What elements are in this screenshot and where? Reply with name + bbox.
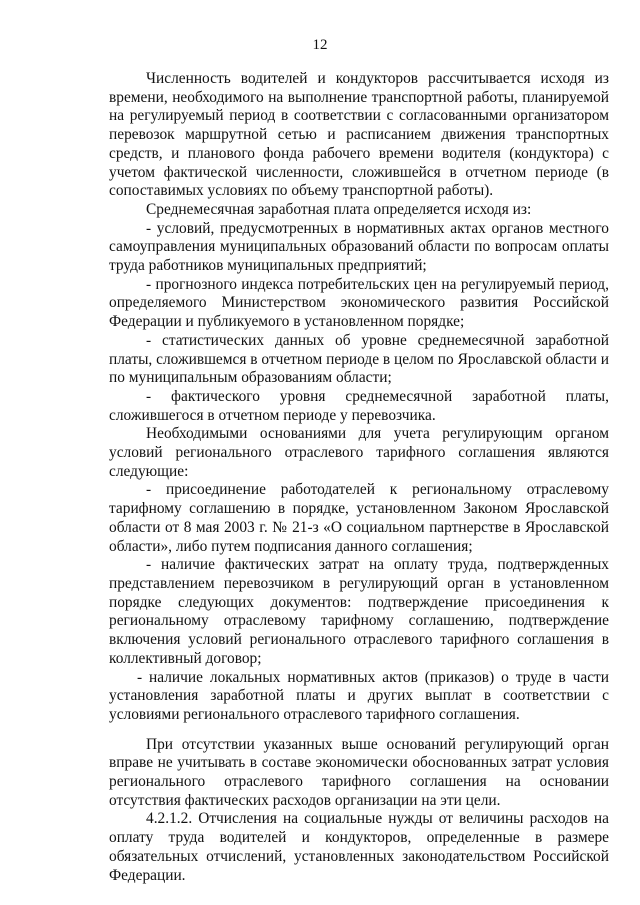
paragraph-no-grounds: При отсутствии указанных выше оснований регулирующий орган вправе не учитывать в составе экономически обоснованных затрат условия регионального отраслевого тарифного соглашения на основании отсутствия фактических расходов организации на эти цели. xyxy=(109,735,609,809)
list-item-statistics: - статистических данных об уровне среднемесячной заработной платы, сложившемся в отчетном периоде в целом по Ярославской области и по муниципальным образованиям области; xyxy=(109,331,609,387)
list-item-price-index: - прогнозного индекса потребительских цен на регулируемый период, определяемого Министерством экономического развития Российской Федерации и публикуемого в установленном порядке; xyxy=(109,275,609,331)
list-item-local-acts: - наличие локальных нормативных актов (приказов) о труде в части установления заработной платы и других выплат в соответствии с условиями регионального отраслевого тарифного соглашения. xyxy=(109,668,609,723)
paragraph-grounds-intro: Необходимыми основаниями для учета регулирующим органом условий регионального отраслевого тарифного соглашения являются следующие: xyxy=(109,425,609,480)
list-item-accession: - присоединение работодателей к региональному отраслевому тарифному соглашению в порядке, установленном Законом Ярославской области от 8 мая 2003 г. № 21-з «О социальном партнерстве в Ярославской области», либо путем подписания данного соглашения; xyxy=(109,481,609,555)
list-item-municipal-acts: - условий, предусмотренных в нормативных актах органов местного самоуправления муниципальных образований области по вопросам оплаты труда работников муниципальных предприятий; xyxy=(109,219,609,275)
list-item-actual-salary: - фактического уровня среднемесячной заработной платы, сложившегося в отчетном периоде у перевозчика. xyxy=(109,387,609,424)
paragraph-salary-intro: Среднемесячная заработная плата определяется исходя из: xyxy=(146,200,532,218)
paragraph-social-contributions: 4.2.1.2. Отчисления на социальные нужды от величины расходов на оплату труда водителей и кондукторов, определенные в размере обязательных отчислений, установленных законодательством Российской Федерации. xyxy=(109,810,609,884)
page-number: 12 xyxy=(312,37,328,53)
paragraph-driver-count: Численность водителей и кондукторов рассчитывается исходя из времени, необходимого на выполнение транспортной работы, планируемой на регулируемый период в соответствии с согласованными организатором перевозок маршрутной сетью и расписанием движения транспортных средств, и планового фонда рабочего времени водителя (кондуктора) с учетом фактической численности, сложившейся в отчетном периоде (в сопоставимых условиях по объему транспортной работы). xyxy=(109,70,609,200)
list-item-actual-costs: - наличие фактических затрат на оплату труда, подтвержденных представлением перевозчиком в регулирующий орган в установленном порядке следующих документов: подтверждение присоединения к региональному отраслевому тарифному соглашению, подтверждение включения условий регионального отраслевого тарифного соглашения в коллективный договор; xyxy=(109,556,609,667)
document-body xyxy=(109,70,609,885)
